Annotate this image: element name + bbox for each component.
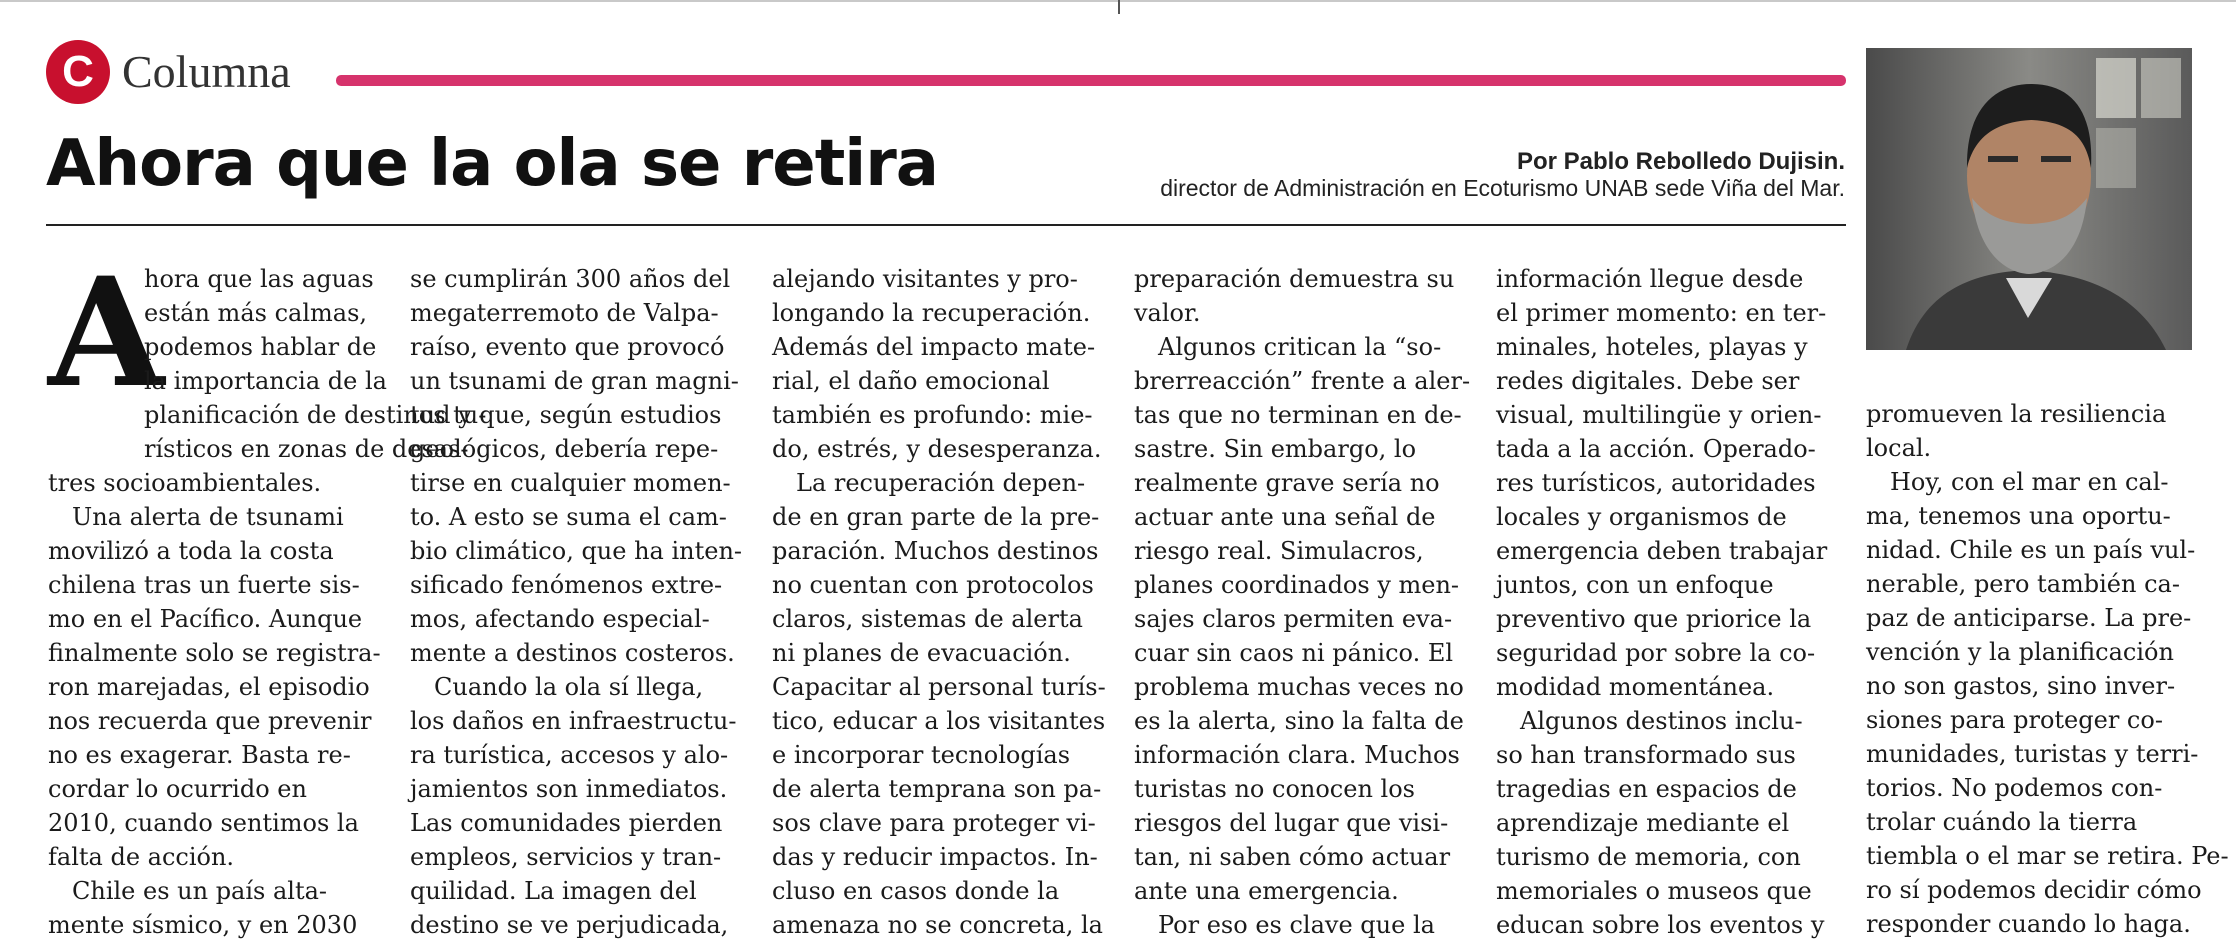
article-line: brerreacción” frente a aler-: [1134, 367, 1471, 395]
article-line: riesgos del lugar que visi-: [1134, 809, 1449, 837]
article-column-2: [410, 262, 742, 942]
article-line: so han transformado sus: [1496, 741, 1796, 769]
article-line: cluso en casos donde la: [772, 877, 1060, 905]
article-line: aprendizaje mediante el: [1496, 809, 1790, 837]
article-line: paz de anticiparse. La pre-: [1866, 604, 2192, 632]
article-line: res turísticos, autoridades: [1496, 469, 1816, 497]
article-line: Chile es un país alta-: [72, 877, 328, 905]
article-line: la importancia de la: [144, 367, 387, 395]
article-line: podemos hablar de: [144, 333, 377, 361]
article-line: realmente grave sería no: [1134, 469, 1440, 497]
article-line: nidad. Chile es un país vul-: [1866, 536, 2196, 564]
article-line: ro sí podemos decidir cómo: [1866, 876, 2202, 904]
article-line: tirse en cualquier momen-: [410, 469, 731, 497]
article-line: preventivo que priorice la: [1496, 605, 1812, 633]
author-role: director de Administración en Ecoturismo UNAB sede Viña del Mar.: [1160, 175, 1845, 201]
article-line: falta de acción.: [48, 843, 235, 871]
article-line: megaterremoto de Valpa-: [410, 299, 719, 327]
article-line: raíso, evento que provocó: [410, 333, 725, 361]
article-line: los daños en infraestructu-: [410, 707, 737, 735]
article-line: geológicos, debería repe-: [410, 435, 719, 463]
article-line: cordar lo ocurrido en: [48, 775, 307, 803]
article-line: hora que las aguas: [144, 265, 374, 293]
article-line: do, estrés, y desesperanza.: [772, 435, 1102, 463]
article-line: sastre. Sin embargo, lo: [1134, 435, 1417, 463]
article-line: Capacitar al personal turís-: [772, 673, 1106, 701]
article-line: locales y organismos de: [1496, 503, 1787, 531]
article-line: vención y la planificación: [1866, 638, 2174, 666]
article-line: problema muchas veces no: [1134, 673, 1464, 701]
article-line: cuar sin caos ni pánico. El: [1134, 639, 1454, 667]
article-line: mos, afectando especial-: [410, 605, 710, 633]
article-line: La recuperación depen-: [796, 469, 1086, 497]
author-byline: Por Pablo Rebolledo Dujisin.: [1516, 148, 1845, 175]
article-line: no cuentan con protocolos: [772, 571, 1094, 599]
article-line: información llegue desde: [1496, 265, 1804, 293]
article-line: tres socioambientales.: [48, 469, 322, 497]
section-accent-bar: [336, 75, 1846, 86]
article-line: actuar ante una señal de: [1134, 503, 1436, 531]
article-line: empleos, servicios y tran-: [410, 843, 722, 871]
article-line: 2010, cuando sentimos la: [48, 809, 359, 837]
article-line: planes coordinados y men-: [1134, 571, 1460, 599]
article-line: también es profundo: mie-: [772, 401, 1093, 429]
article-line: das y reducir impactos. In-: [772, 843, 1098, 871]
article-line: ma, tenemos una oportu-: [1866, 502, 2171, 530]
article-line: rísticos en zonas de desas-: [144, 435, 469, 463]
article-line: ni planes de evacuación.: [772, 639, 1071, 667]
article-line: responder cuando lo haga.: [1866, 910, 2191, 938]
article-line: tiembla o el mar se retira. Pe-: [1866, 842, 2229, 870]
article-line: el primer momento: en ter-: [1496, 299, 1827, 327]
article-line: Las comunidades pierden: [410, 809, 723, 837]
article-line: están más calmas,: [144, 299, 368, 327]
article-line: riesgo real. Simulacros,: [1134, 537, 1424, 565]
article-line: seguridad por sobre la co-: [1496, 639, 1816, 667]
article-line: mo en el Pacífico. Aunque: [48, 605, 363, 633]
article-line: Algunos destinos inclu-: [1520, 707, 1803, 735]
article-line: to. A esto se suma el cam-: [410, 503, 727, 531]
article-line: torios. No podemos con-: [1866, 774, 2163, 802]
author-portrait: [1866, 48, 2192, 350]
article-line: movilizó a toda la costa: [48, 537, 334, 565]
article-line: longando la recuperación.: [772, 299, 1091, 327]
article-line: nerable, pero también ca-: [1866, 570, 2180, 598]
article-line: es la alerta, sino la falta de: [1134, 707, 1464, 735]
article-line: un tsunami de gran magni-: [410, 367, 739, 395]
article-line: sificado fenómenos extre-: [410, 571, 723, 599]
article-column-6: [1866, 397, 2229, 941]
article-line: no son gastos, sino inver-: [1866, 672, 2176, 700]
article-line: de alerta temprana son pa-: [772, 775, 1102, 803]
article-line: visual, multilingüe y orien-: [1496, 401, 1822, 429]
article-line: no es exagerar. Basta re-: [48, 741, 351, 769]
article-line: sos clave para proteger vi-: [772, 809, 1096, 837]
article-line: mente sísmico, y en 2030: [48, 911, 358, 939]
article-line: paración. Muchos destinos: [772, 537, 1099, 565]
article-line: valor.: [1134, 299, 1201, 327]
article-line: bio climático, que ha inten-: [410, 537, 743, 565]
article-line: Una alerta de tsunami: [72, 503, 344, 531]
article-line: se cumplirán 300 años del: [410, 265, 731, 293]
article-line: nos recuerda que prevenir: [48, 707, 372, 735]
section-label: Columna: [122, 46, 291, 97]
article-line: promueven la resiliencia: [1866, 400, 2167, 428]
article-line: tas que no terminan en de-: [1134, 401, 1462, 429]
author-photo: [1866, 48, 2192, 350]
article-line: trolar cuándo la tierra: [1866, 808, 2138, 836]
article-line: ante una emergencia.: [1134, 877, 1399, 905]
article-line: Algunos critican la “so-: [1158, 333, 1442, 361]
article-line: amenaza no se concreta, la: [772, 911, 1103, 939]
article-line: sajes claros permiten eva-: [1134, 605, 1453, 633]
article-line: redes digitales. Debe ser: [1496, 367, 1800, 395]
article-line: munidades, turistas y terri-: [1866, 740, 2199, 768]
drop-cap: A: [48, 245, 165, 421]
article-line: Hoy, con el mar en cal-: [1890, 468, 2169, 496]
headline-rule: [46, 224, 1846, 226]
article-column-5: [1496, 262, 1827, 942]
article-line: modidad momentánea.: [1496, 673, 1775, 701]
article-line: Además del impacto mate-: [772, 333, 1096, 361]
article-line: tico, educar a los visitantes: [772, 707, 1106, 735]
article-line: minales, hoteles, playas y: [1496, 333, 1808, 361]
article-line: ron marejadas, el episodio: [48, 673, 370, 701]
column-divider-mark: [1118, 0, 1120, 14]
article-line: finalmente solo se registra-: [48, 639, 381, 667]
article-line: jamientos son inmediatos.: [410, 775, 728, 803]
article-line: preparación demuestra su: [1134, 265, 1455, 293]
article-line: destino se ve perjudicada,: [410, 911, 729, 939]
article-line: quilidad. La imagen del: [410, 877, 697, 905]
article-line: rial, el daño emocional: [772, 367, 1050, 395]
article-line: Por eso es clave que la: [1158, 911, 1435, 939]
article-line: juntos, con un enfoque: [1496, 571, 1774, 599]
article-line: local.: [1866, 434, 1932, 462]
article-line: chilena tras un fuerte sis-: [48, 571, 360, 599]
article-line: alejando visitantes y pro-: [772, 265, 1078, 293]
article-line: turismo de memoria, con: [1496, 843, 1801, 871]
article-line: emergencia deben trabajar: [1496, 537, 1828, 565]
article-line: planificación de destinos tu-: [144, 401, 487, 429]
article-line: educan sobre los eventos y: [1496, 911, 1825, 939]
article-line: memoriales o museos que: [1496, 877, 1812, 905]
article-column-3: [772, 262, 1106, 942]
headline: Ahora que la ola se retira: [46, 127, 938, 201]
article-line: tragedias en espacios de: [1496, 775, 1797, 803]
article-line: tan, ni saben cómo actuar: [1134, 843, 1451, 871]
article-line: Cuando la ola sí llega,: [434, 673, 704, 701]
article-line: siones para proteger co-: [1866, 706, 2163, 734]
article-line: ra turística, accesos y alo-: [410, 741, 729, 769]
article-column-4: [1134, 262, 1470, 942]
article-line: mente a destinos costeros.: [410, 639, 735, 667]
article-line: tada a la acción. Operado-: [1496, 435, 1816, 463]
article-line: tud y que, según estudios: [410, 401, 722, 429]
article-line: de en gran parte de la pre-: [772, 503, 1100, 531]
article-line: turistas no conocen los: [1134, 775, 1415, 803]
article-line: información clara. Muchos: [1134, 741, 1460, 769]
article-line: claros, sistemas de alerta: [772, 605, 1083, 633]
article-line: e incorporar tecnologías: [772, 741, 1071, 769]
section-badge: C: [46, 40, 110, 104]
